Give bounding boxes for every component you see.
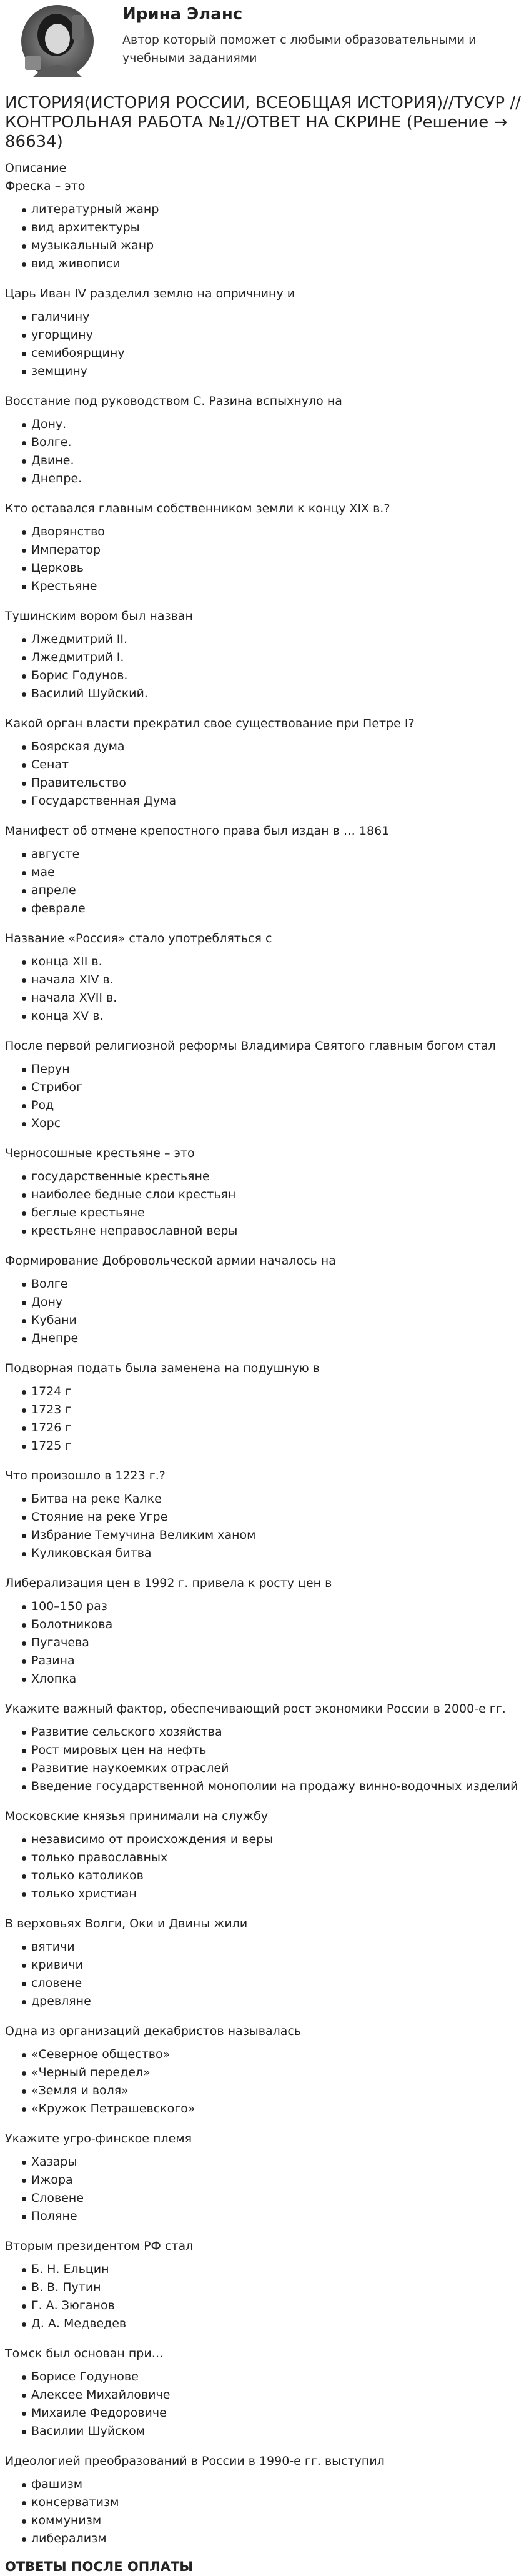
answer-options — [5, 738, 524, 810]
answer-options — [5, 1490, 524, 1563]
answer-option: угорщину — [5, 326, 524, 344]
answer-option: Церковь — [5, 559, 524, 577]
answer-option: Род — [5, 1097, 524, 1115]
question-text: Тушинским вором был назван — [5, 609, 193, 623]
answer-options — [5, 2368, 524, 2440]
answer-option: «Черный передел» — [5, 2064, 524, 2082]
answer-option: Дону. — [5, 415, 524, 434]
answer-option: земщину — [5, 362, 524, 380]
answer-option: Избрание Темучина Великим ханом — [5, 1526, 524, 1544]
answer-option: коммунизм — [5, 2512, 524, 2530]
answer-option: Рост мировых цен на нефть — [5, 1741, 524, 1759]
answer-option: Василий Шуйский. — [5, 685, 524, 703]
answer-option: музыкальный жанр — [5, 237, 524, 255]
answer-options — [5, 630, 524, 703]
answer-option: Алексее Михайловиче — [5, 2386, 524, 2404]
answer-options — [5, 2046, 524, 2118]
author-name[interactable]: Ирина Эланс — [122, 5, 243, 24]
answer-option: Днепре — [5, 1330, 524, 1348]
question-text: Фреска – это — [5, 179, 86, 193]
question-text: Московские князья принимали на службу — [5, 1809, 268, 1823]
question-text: Название «Россия» стало употребляться с — [5, 932, 272, 945]
question-text: Вторым президентом РФ стал — [5, 2239, 194, 2253]
answer-option: начала XIV в. — [5, 971, 524, 989]
answer-option: наиболее бедные слои крестьян — [5, 1186, 524, 1204]
answer-option: Развитие сельского хозяйства — [5, 1723, 524, 1741]
answer-option: Хорс — [5, 1115, 524, 1133]
question-text: Что произошло в 1223 г.? — [5, 1469, 166, 1483]
answer-option: галичину — [5, 308, 524, 326]
answer-option: «Земля и воля» — [5, 2082, 524, 2100]
question-text: Восстание под руководством С. Разина вспыхнуло на — [5, 394, 342, 408]
answer-options — [5, 953, 524, 1025]
answer-option: Двине. — [5, 452, 524, 470]
question-text: Либерализация цен в 1992 г. привела к росту цен в — [5, 1576, 332, 1590]
answer-option: Крестьяне — [5, 577, 524, 595]
answer-options — [5, 308, 524, 380]
answer-option: Сенат — [5, 756, 524, 774]
answer-option: Ижора — [5, 2171, 524, 2189]
question-text: Черносошные крестьяне – это — [5, 1146, 195, 1160]
answer-option: кривичи — [5, 1956, 524, 1974]
answer-option: Днепре. — [5, 470, 524, 488]
question-text: Идеологией преобразований в России в 1990-е гг. выступил — [5, 2454, 385, 2468]
document-title: ИСТОРИЯ(ИСТОРИЯ РОССИИ, ВСЕОБЩАЯ ИСТОРИЯ)//ТУСУР //КОНТРОЛЬНАЯ РАБОТА №1//ОТВЕТ НА СКРИНЕ (Решение → 86634) — [5, 94, 521, 151]
question-text: Подворная подать была заменена на подушную в — [5, 1361, 320, 1375]
answer-option: вятичи — [5, 1938, 524, 1956]
answer-option: либерализм — [5, 2530, 524, 2548]
answer-option: Стояние на реке Угре — [5, 1508, 524, 1526]
answer-option: Введение государственной монополии на продажу винно-водочных изделий — [5, 1778, 524, 1796]
question-text: Какой орган власти прекратил свое существование при Петре I? — [5, 717, 415, 730]
question-text: После первой религиозной реформы Владимира Святого главным богом стал — [5, 1039, 496, 1053]
question-text: В верховьях Волги, Оки и Двины жили — [5, 1917, 248, 1931]
answer-option: семибоярщину — [5, 344, 524, 362]
answer-options — [5, 2153, 524, 2225]
answer-option: «Северное общество» — [5, 2046, 524, 2064]
answer-option: Михаиле Федоровиче — [5, 2404, 524, 2422]
answer-option: независимо от происхождения и веры — [5, 1831, 524, 1849]
answer-option: вид архитектуры — [5, 219, 524, 237]
answer-options — [5, 1275, 524, 1348]
answer-option: Борис Годунов. — [5, 667, 524, 685]
answer-option: Волге. — [5, 434, 524, 452]
question-text: Царь Иван IV разделил землю на опричнину и — [5, 287, 295, 301]
author-description: Автор который поможет с любыми образовательными и учебными заданиями — [122, 33, 477, 65]
answer-option: мае — [5, 863, 524, 882]
answer-option: Хазары — [5, 2153, 524, 2171]
answer-option: консерватизм — [5, 2494, 524, 2512]
section-label: Описание — [5, 161, 67, 175]
answer-option: «Кружок Петрашевского» — [5, 2100, 524, 2118]
question-text: Укажите важный фактор, обеспечивающий рост экономики России в 2000-е гг. — [5, 1702, 506, 1716]
answer-options — [5, 1168, 524, 1240]
answer-option: 1723 г — [5, 1401, 524, 1419]
answer-option: В. В. Путин — [5, 2279, 524, 2297]
answer-option: Император — [5, 541, 524, 559]
answer-option: древляне — [5, 1992, 524, 2011]
answer-option: начала XVII в. — [5, 989, 524, 1007]
answer-option: Дону — [5, 1293, 524, 1311]
question-text: Формирование Добровольческой армии началось на — [5, 1254, 336, 1268]
payment-footer: ОТВЕТЫ ПОСЛЕ ОПЛАТЫ — [5, 2559, 194, 2574]
answer-option: Правительство — [5, 774, 524, 792]
answer-option: Разина — [5, 1652, 524, 1670]
question-text: Манифест об отмене крепостного права был издан в … 1861 — [5, 824, 390, 838]
answer-option: Лжедмитрий II. — [5, 630, 524, 649]
question-list — [5, 177, 524, 2548]
answer-option: 1726 г — [5, 1419, 524, 1437]
answer-option: Борисе Годунове — [5, 2368, 524, 2386]
answer-option: апреле — [5, 882, 524, 900]
answer-option: феврале — [5, 900, 524, 918]
author-card — [5, 0, 524, 90]
answer-options — [5, 1060, 524, 1133]
answer-option: Д. А. Медведев — [5, 2315, 524, 2333]
answer-option: Битва на реке Калке — [5, 1490, 524, 1508]
answer-option: Перун — [5, 1060, 524, 1078]
answer-option: конца XV в. — [5, 1007, 524, 1025]
answer-option: Волге — [5, 1275, 524, 1293]
answer-option: только православных — [5, 1849, 524, 1867]
answer-option: Развитие наукоемких отраслей — [5, 1759, 524, 1778]
answer-option: крестьяне неправославной веры — [5, 1222, 524, 1240]
answer-options — [5, 1938, 524, 2011]
answer-option: Боярская дума — [5, 738, 524, 756]
answer-option: августе — [5, 845, 524, 863]
answer-option: Поляне — [5, 2207, 524, 2225]
answer-options — [5, 1383, 524, 1455]
answer-option: Болотникова — [5, 1616, 524, 1634]
answer-option: 1725 г — [5, 1437, 524, 1455]
answer-options — [5, 1723, 524, 1796]
answer-option: Стрибог — [5, 1078, 524, 1097]
answer-option: Хлопка — [5, 1670, 524, 1688]
answer-option: государственные крестьяне — [5, 1168, 524, 1186]
person-photo-icon[interactable] — [7, 2, 107, 84]
answer-option: литературный жанр — [5, 201, 524, 219]
answer-option: словене — [5, 1974, 524, 1992]
answer-options — [5, 201, 524, 273]
answer-option: 100–150 раз — [5, 1598, 524, 1616]
answer-option: Василии Шуйском — [5, 2422, 524, 2440]
answer-options — [5, 1831, 524, 1903]
answer-option: Б. Н. Ельцин — [5, 2260, 524, 2279]
answer-option: беглые крестьяне — [5, 1204, 524, 1222]
answer-option: Пугачева — [5, 1634, 524, 1652]
answer-option: Государственная Дума — [5, 792, 524, 810]
answer-option: Кубани — [5, 1311, 524, 1330]
question-text: Кто оставался главным собственником земли к концу XIX в.? — [5, 502, 390, 515]
answer-option: только христиан — [5, 1885, 524, 1903]
answer-options — [5, 523, 524, 595]
answer-option: конца XII в. — [5, 953, 524, 971]
answer-option: только католиков — [5, 1867, 524, 1885]
answer-option: Г. А. Зюганов — [5, 2297, 524, 2315]
answer-option: фашизм — [5, 2475, 524, 2494]
answer-option: Словене — [5, 2189, 524, 2207]
answer-option: 1724 г — [5, 1383, 524, 1401]
answer-options — [5, 2475, 524, 2548]
question-text: Одна из организаций декабристов называлась — [5, 2024, 302, 2038]
answer-option: Лжедмитрий I. — [5, 649, 524, 667]
answer-option: Дворянство — [5, 523, 524, 541]
answer-options — [5, 845, 524, 918]
question-text: Томск был основан при… — [5, 2347, 164, 2360]
answer-options — [5, 2260, 524, 2333]
answer-options — [5, 1598, 524, 1688]
answer-option: вид живописи — [5, 255, 524, 273]
answer-option: Куликовская битва — [5, 1544, 524, 1563]
question-text: Укажите угро-финское племя — [5, 2132, 192, 2146]
answer-options — [5, 415, 524, 488]
